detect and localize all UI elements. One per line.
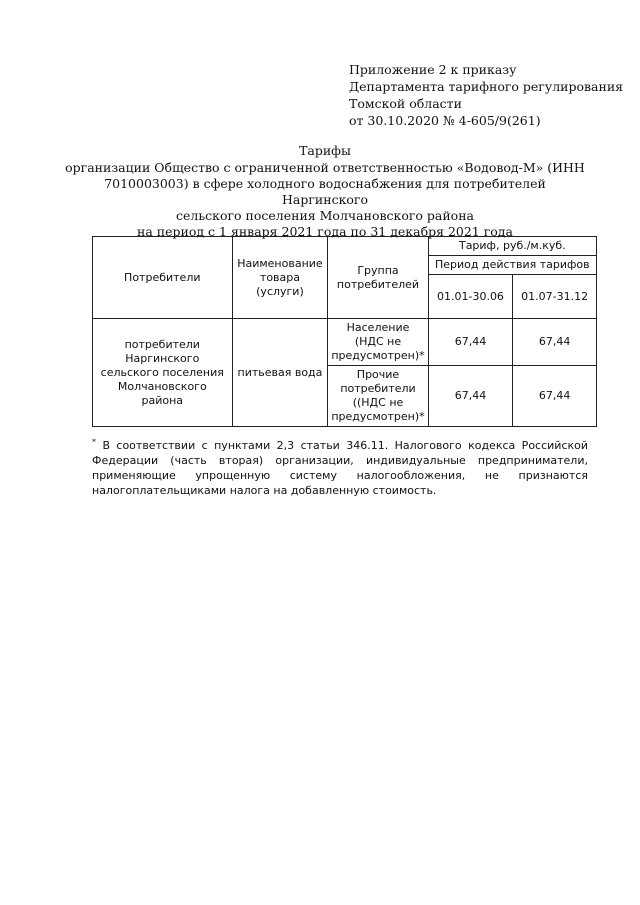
header-period-2: 01.07-31.12 — [513, 275, 597, 319]
footnote — [92, 438, 588, 498]
header-tariff: Тариф, руб./м.куб. — [428, 237, 596, 256]
consumer-cell: потребители Наргинского сельского поселения Молчановского района — [93, 319, 233, 427]
header-group: Группа потребителей — [328, 237, 428, 319]
title-heading: Тарифы — [299, 143, 351, 158]
tariff-cell: 67,44 — [428, 319, 513, 366]
header-goods: Наименование товара (услуги) — [232, 237, 328, 319]
tariff-table — [92, 236, 597, 427]
title-line-1: организации Общество с ограниченной ответственностью «Водовод-М» (ИНН — [65, 160, 585, 175]
footnote-mark: * — [92, 437, 96, 447]
appendix-line-3: Томской области — [349, 96, 462, 111]
header-consumers: Потребители — [93, 237, 233, 319]
appendix-line-1: Приложение 2 к приказу — [349, 62, 517, 77]
goods-cell: питьевая вода — [232, 319, 328, 427]
tariff-cell: 67,44 — [428, 366, 513, 427]
appendix-order-reference: от 30.10.2020 № 4-605/9(261) — [349, 113, 541, 128]
tariff-cell: 67,44 — [513, 319, 597, 366]
tariff-cell: 67,44 — [513, 366, 597, 427]
title-line-2: 7010003003) в сфере холодного водоснабжения для потребителей Наргинского — [104, 176, 546, 207]
document-title — [60, 143, 590, 240]
group-cell: Население (НДС не предусмотрен)* — [328, 319, 428, 366]
table-row — [93, 319, 597, 366]
header-period: Период действия тарифов — [428, 256, 596, 275]
title-line-3: сельского поселения Молчановского района — [175, 208, 474, 223]
appendix-line-2: Департамента тарифного регулирования — [349, 79, 624, 94]
title-period: на период с 1 января 2021 года по 31 декабря 2021 года — [137, 224, 513, 239]
group-cell: Прочие потребители ((НДС не предусмотрен)* — [328, 366, 428, 427]
header-period-1: 01.01-30.06 — [428, 275, 513, 319]
footnote-text: В соответствии с пунктами 2,3 статьи 346.11. Налогового кодекса Российской Федерации (часть вторая) организации, индивидуальные предприниматели, применяющие упрощенную систему налогообложения, не признаются налогоплательщиками налога на добавленную стоимость. — [92, 439, 589, 497]
appendix-header — [349, 61, 623, 129]
